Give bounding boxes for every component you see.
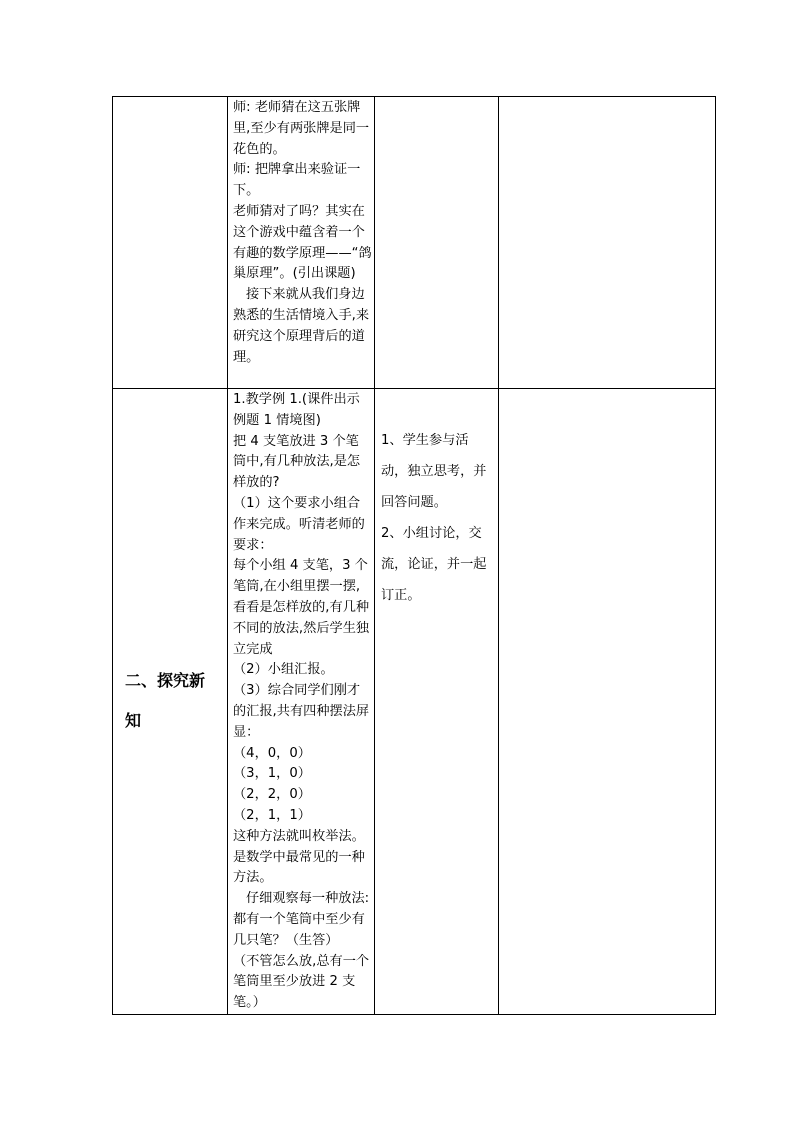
- table-row: [113, 97, 716, 389]
- teacher-line: 每个小组 4 支笔，3 个笔筒,在小组里摆一摆,看看是怎样放的,有几种不同的放法,然后学生独立完成: [233, 558, 370, 657]
- design-intent-cell: [499, 97, 716, 389]
- student-line: 1、学生参与活动，独立思考，并回答问题。: [381, 433, 487, 510]
- design-intent-cell: [499, 389, 716, 1015]
- teacher-line: （2，2，0）: [233, 787, 311, 803]
- teacher-line: （3）综合同学们刚才的汇报,共有四种摆法屏显：: [233, 683, 370, 740]
- teacher-activity-cell: [228, 97, 375, 389]
- teacher-activity-cell: [228, 389, 375, 1015]
- student-line: 2、小组讨论，交流，论证，并一起订正。: [381, 526, 487, 603]
- teacher-line: 师: 把牌拿出来验证一下。: [233, 162, 361, 199]
- table-row: [113, 389, 716, 1015]
- teacher-line: （2，1，1）: [233, 807, 311, 823]
- teacher-line: 老师猜对了吗？其实在这个游戏中蕴含着一个有趣的数学原理——“鸽巢原理”。(引出课题): [233, 203, 372, 282]
- teacher-line: 1.教学例 1.(课件出示例题 1 情境图): [233, 392, 360, 428]
- teacher-line: 这种方法就叫枚举法。是数学中最常见的一种方法。: [233, 828, 365, 886]
- teacher-line: 师: 老师猜在这五张牌里,至少有两张牌是同一花色的。: [233, 100, 370, 157]
- teacher-line: （3，1，0）: [233, 766, 311, 782]
- teacher-line: （1）这个要求小组合作来完成。听清老师的要求：: [233, 495, 365, 553]
- teacher-line: （不管怎么放,总有一个笔筒里至少放进 2 支笔。）: [233, 953, 370, 1011]
- student-activity-cell: [375, 389, 499, 1015]
- stage-cell: [113, 389, 228, 1015]
- teacher-line: 把 4 支笔放进 3 个笔筒中,有几种放法,是怎样放的?: [233, 433, 361, 491]
- teacher-line: （2）小组汇报。: [233, 662, 334, 678]
- student-activity-cell: [375, 97, 499, 389]
- lesson-plan-table: [112, 96, 716, 1015]
- teacher-line: 接下来就从我们身边熟悉的生活情境入手,来研究这个原理背后的道理。: [233, 287, 370, 365]
- teacher-line: （4，0，0）: [233, 745, 311, 761]
- stage-cell: [113, 97, 228, 389]
- stage-title: 二、探究新知: [125, 671, 206, 731]
- teacher-line: 仔细观察每一种放法: 都有一个笔筒中至少有几只笔？（生答）: [233, 891, 370, 948]
